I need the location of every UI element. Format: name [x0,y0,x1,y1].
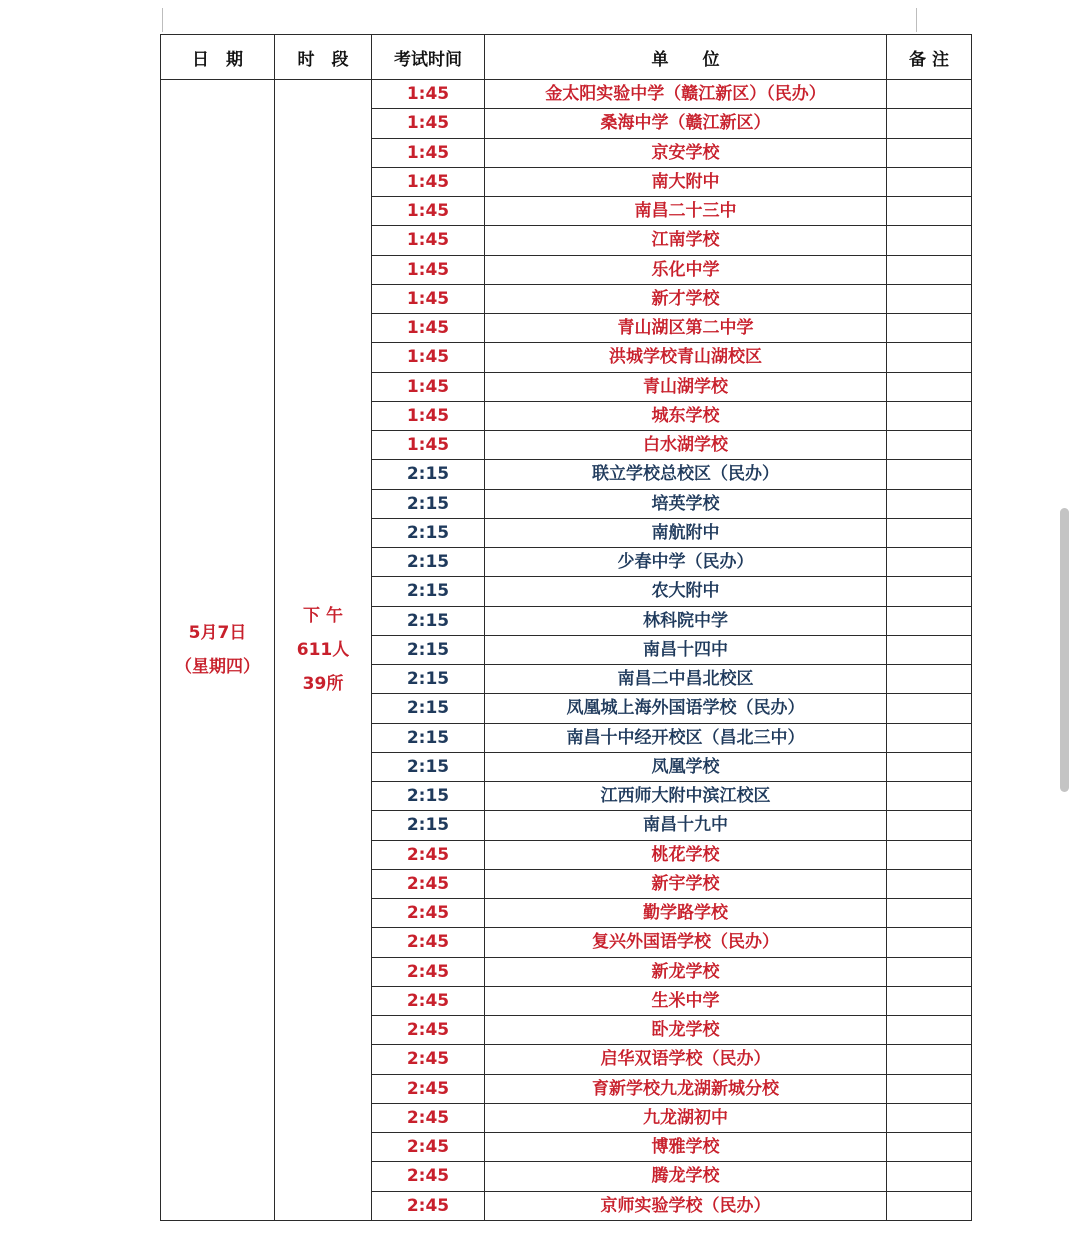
note-cell [887,80,972,109]
unit-cell: 城东学校 [485,401,887,430]
header-row [161,35,972,80]
note-cell [887,869,972,898]
exam-time-cell: 1:45 [372,197,485,226]
weekday-value: （星期四） [175,656,260,677]
page-margin-mark-right [916,8,917,32]
unit-cell: 京安学校 [485,138,887,167]
page-margin-mark-left [162,8,163,32]
exam-time-cell: 2:15 [372,752,485,781]
exam-time-cell: 2:45 [372,986,485,1015]
exam-time-cell: 1:45 [372,226,485,255]
note-cell [887,635,972,664]
exam-time-cell: 1:45 [372,80,485,109]
note-cell [887,1103,972,1132]
unit-cell: 青山湖学校 [485,372,887,401]
header-date: 日 期 [161,35,275,80]
unit-cell: 九龙湖初中 [485,1103,887,1132]
exam-time-cell: 2:15 [372,460,485,489]
note-cell [887,782,972,811]
exam-time-cell: 2:45 [372,1016,485,1045]
header-period: 时 段 [275,35,372,80]
note-cell [887,167,972,196]
unit-cell: 联立学校总校区（民办） [485,460,887,489]
unit-cell: 启华双语学校（民办） [485,1045,887,1074]
exam-time-cell: 1:45 [372,431,485,460]
unit-cell: 南昌十四中 [485,635,887,664]
exam-time-cell: 1:45 [372,109,485,138]
note-cell [887,957,972,986]
exam-time-cell: 2:45 [372,1045,485,1074]
unit-cell: 腾龙学校 [485,1162,887,1191]
unit-cell: 金太阳实验中学（赣江新区）（民办） [485,80,887,109]
unit-cell: 林科院中学 [485,606,887,635]
unit-cell: 复兴外国语学校（民办） [485,928,887,957]
exam-time-cell: 2:45 [372,1162,485,1191]
note-cell [887,255,972,284]
exam-time-cell: 2:45 [372,1074,485,1103]
table-row [161,80,972,109]
note-cell [887,197,972,226]
exam-time-cell: 2:15 [372,635,485,664]
exam-time-cell: 2:15 [372,694,485,723]
exam-time-cell: 2:45 [372,1191,485,1220]
unit-cell: 新才学校 [485,284,887,313]
note-cell [887,986,972,1015]
note-cell [887,109,972,138]
unit-cell: 江南学校 [485,226,887,255]
schedule-body [161,80,972,1221]
note-cell [887,840,972,869]
unit-cell: 南航附中 [485,518,887,547]
unit-cell: 江西师大附中滨江校区 [485,782,887,811]
note-cell [887,226,972,255]
note-cell [887,1045,972,1074]
exam-time-cell: 1:45 [372,138,485,167]
note-cell [887,138,972,167]
note-cell [887,928,972,957]
note-cell [887,460,972,489]
note-cell [887,1191,972,1220]
date-value: 5月7日 [188,622,247,643]
unit-cell: 洪城学校青山湖校区 [485,343,887,372]
exam-time-cell: 2:15 [372,665,485,694]
unit-cell: 南昌十中经开校区（昌北三中） [485,723,887,752]
note-cell [887,723,972,752]
exam-schedule-table [160,34,972,1221]
unit-cell: 乐化中学 [485,255,887,284]
unit-cell: 桃花学校 [485,840,887,869]
people-count: 611人 [296,639,350,660]
header-unit: 单 位 [485,35,887,80]
exam-time-cell: 1:45 [372,167,485,196]
note-cell [887,899,972,928]
unit-cell: 凤凰学校 [485,752,887,781]
exam-time-cell: 2:45 [372,928,485,957]
note-cell [887,665,972,694]
note-cell [887,489,972,518]
exam-time-cell: 2:45 [372,840,485,869]
unit-cell: 少春中学（民办） [485,548,887,577]
note-cell [887,606,972,635]
exam-time-cell: 2:15 [372,518,485,547]
school-count: 39所 [302,673,344,694]
note-cell [887,314,972,343]
unit-cell: 新宇学校 [485,869,887,898]
exam-time-cell: 1:45 [372,343,485,372]
unit-cell: 白水湖学校 [485,431,887,460]
note-cell [887,1133,972,1162]
exam-time-cell: 1:45 [372,401,485,430]
note-cell [887,752,972,781]
exam-time-cell: 2:45 [372,869,485,898]
exam-time-cell: 1:45 [372,372,485,401]
unit-cell: 京师实验学校（民办） [485,1191,887,1220]
exam-time-cell: 2:45 [372,1133,485,1162]
note-cell [887,518,972,547]
unit-cell: 新龙学校 [485,957,887,986]
exam-time-cell: 2:15 [372,782,485,811]
note-cell [887,401,972,430]
note-cell [887,1162,972,1191]
exam-time-cell: 2:15 [372,489,485,518]
exam-time-cell: 1:45 [372,255,485,284]
note-cell [887,284,972,313]
exam-time-cell: 2:15 [372,811,485,840]
note-cell [887,1074,972,1103]
exam-time-cell: 2:15 [372,577,485,606]
period-cell [275,80,372,1221]
unit-cell: 博雅学校 [485,1133,887,1162]
unit-cell: 南昌十九中 [485,811,887,840]
unit-cell: 勤学路学校 [485,899,887,928]
exam-time-cell: 2:15 [372,606,485,635]
unit-cell: 南大附中 [485,167,887,196]
period-value: 下 午 [303,605,343,626]
note-cell [887,372,972,401]
unit-cell: 农大附中 [485,577,887,606]
vertical-scrollbar-thumb[interactable] [1060,508,1069,792]
exam-time-cell: 1:45 [372,314,485,343]
note-cell [887,811,972,840]
unit-cell: 桑海中学（赣江新区） [485,109,887,138]
exam-time-cell: 2:45 [372,899,485,928]
unit-cell: 南昌二中昌北校区 [485,665,887,694]
exam-time-cell: 2:15 [372,723,485,752]
note-cell [887,548,972,577]
exam-time-cell: 2:45 [372,957,485,986]
unit-cell: 育新学校九龙湖新城分校 [485,1074,887,1103]
unit-cell: 南昌二十三中 [485,197,887,226]
note-cell [887,694,972,723]
unit-cell: 卧龙学校 [485,1016,887,1045]
exam-time-cell: 1:45 [372,284,485,313]
note-cell [887,343,972,372]
date-cell [161,80,275,1221]
exam-time-cell: 2:15 [372,548,485,577]
exam-time-cell: 2:45 [372,1103,485,1132]
note-cell [887,431,972,460]
header-note: 备 注 [887,35,972,80]
note-cell [887,577,972,606]
header-exam-time: 考试时间 [372,35,485,80]
unit-cell: 青山湖区第二中学 [485,314,887,343]
unit-cell: 培英学校 [485,489,887,518]
unit-cell: 凤凰城上海外国语学校（民办） [485,694,887,723]
note-cell [887,1016,972,1045]
unit-cell: 生米中学 [485,986,887,1015]
